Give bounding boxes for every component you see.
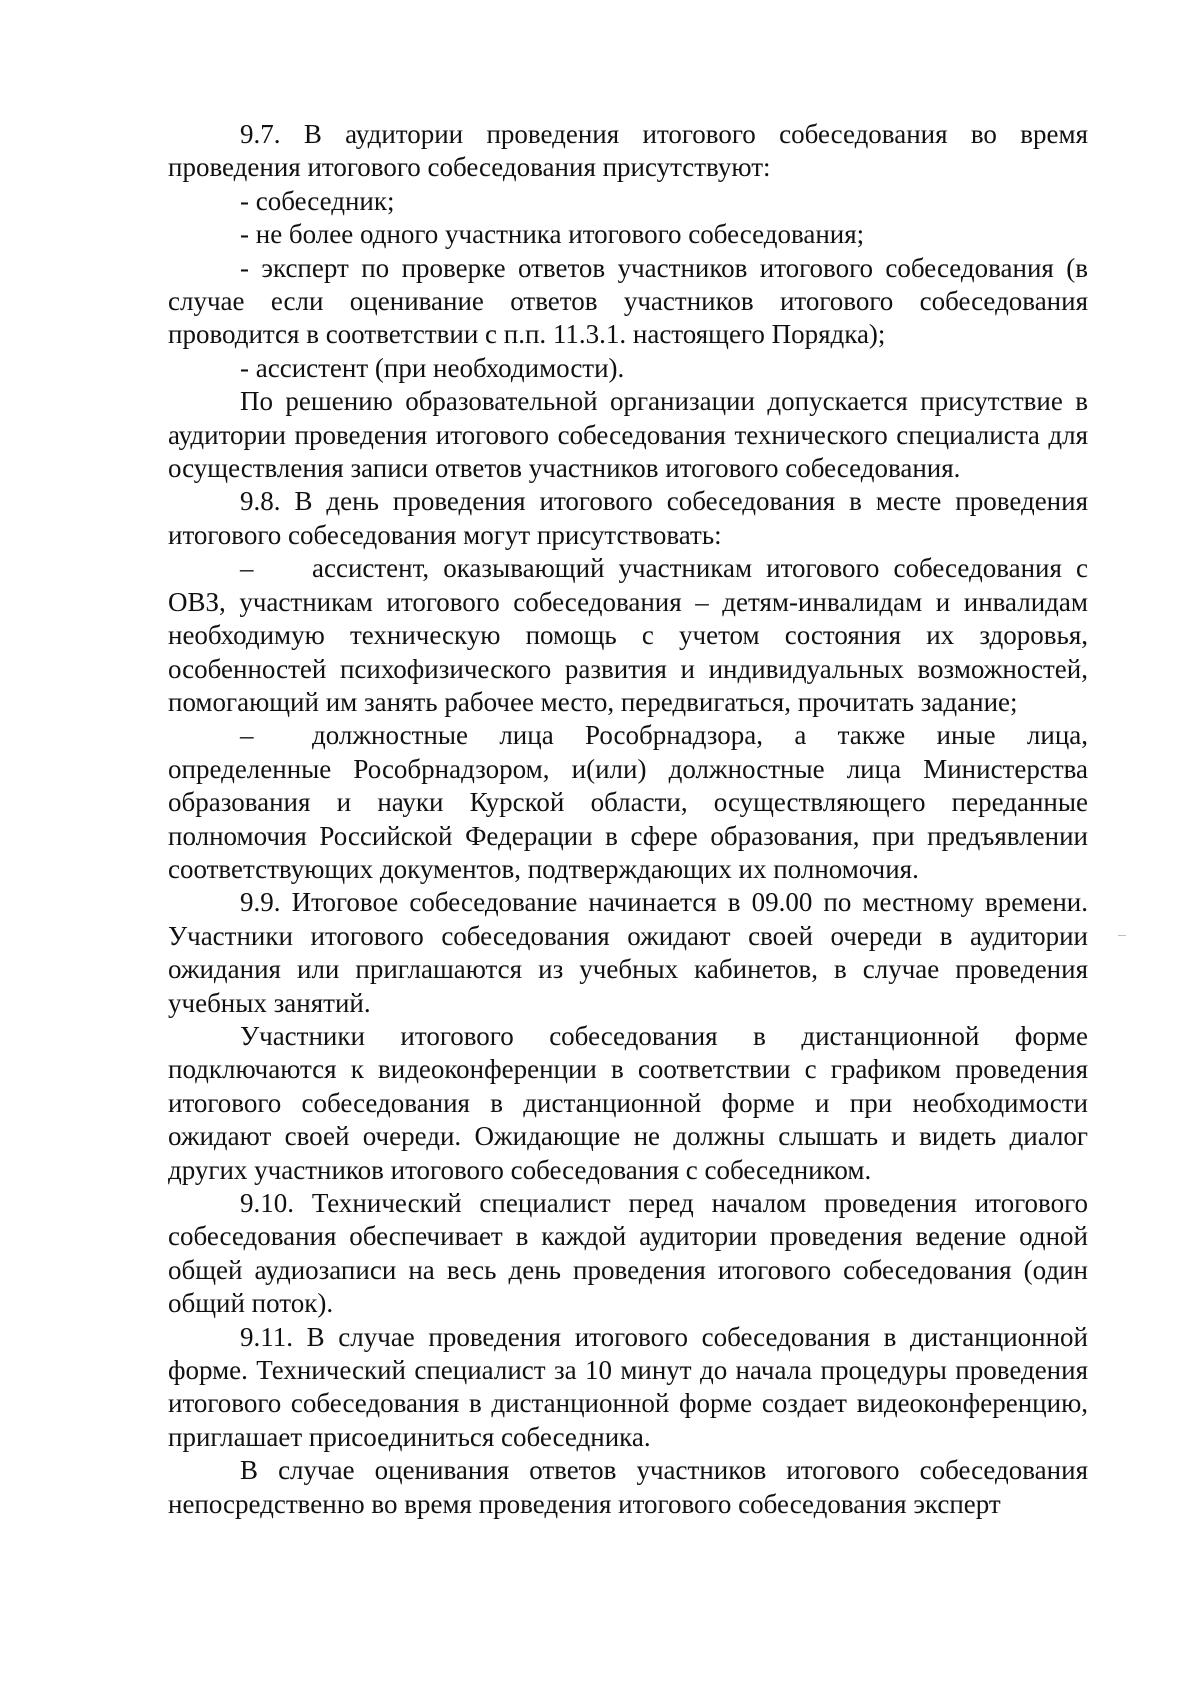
paragraph-expert-evaluation: В случае оценивания ответов участников итогового собеседования непосредственно во время проведения итогового собеседования эксперт — [168, 1455, 1088, 1519]
list-item-one-participant: - не более одного участника итогового собеседования; — [240, 219, 865, 250]
paragraph-9-11: 9.11. В случае проведения итогового собеседования в дистанционной форме. Технический специалист за 10 минут до начала процедуры проведения итогового собеседования в дистанционной форме создает видеоконференцию, приглашает присоединиться собеседника. — [168, 1321, 1088, 1452]
paragraph-remote-participants: Участники итогового собеседования в дистанционной форме подключаются к видеоконференции в соответствии с графиком проведения итогового собеседования в дистанционной форме и при необходимости ожидают своей очереди. Ожидающие не должны слышать и видеть диалог других участников итогового собеседования с собеседником. — [168, 1020, 1088, 1185]
dash-item-officials — [168, 719, 1088, 886]
dash-item-text: ассистент, оказывающий участникам итогового собеседования с ОВЗ, участникам итогового собеседования – детям-инвалидам и инвалидам необходимую техническую помощь с учетом состояния их здоровья, особенностей психофизического развития и индивидуальных возможностей, помогающий им занять рабочее место, передвигаться, прочитать задание; — [168, 553, 1088, 717]
paragraph-9-7: 9.7. В аудитории проведения итогового собеседования во время проведения итогового собеседования присутствуют: — [168, 119, 1088, 183]
document-body — [168, 118, 1088, 1521]
list-item-assistant: - ассистент (при необходимости). — [240, 352, 625, 383]
paragraph-9-8: 9.8. В день проведения итогового собеседования в месте проведения итогового собеседования могут присутствовать: — [168, 486, 1088, 550]
dash-marker: – — [240, 720, 254, 751]
list-item-interlocutor: - собеседник; — [240, 185, 395, 216]
paragraph-9-9: 9.9. Итоговое собеседование начинается в 09.00 по местному времени. Участники итогового собеседования ожидают своей очереди в аудитории ожидания или приглашаются из учебных кабинетов, в случае проведения учебных занятий. — [168, 887, 1088, 1018]
dash-marker: – — [240, 553, 254, 584]
dash-item-assistant — [168, 552, 1088, 719]
list-item-expert: - эксперт по проверке ответов участников итогового собеседования (в случае если оценивание ответов участников итогового собеседования проводится в соответствии с п.п. 11.3.1. настоящего Порядка); — [168, 252, 1088, 350]
scan-artifact-mark — [1118, 935, 1126, 936]
paragraph-technical-specialist-presence: По решению образовательной организации допускается присутствие в аудитории проведения итогового собеседования технического специалиста для осуществления записи ответов участников итогового собеседования. — [168, 386, 1088, 484]
paragraph-9-10: 9.10. Технический специалист перед началом проведения итогового собеседования обеспечивает в каждой аудитории проведения ведение одной общей аудиозаписи на весь день проведения итогового собеседования (один общий поток). — [168, 1188, 1088, 1319]
dash-item-text: должностные лица Рособрнадзора, а также иные лица, определенные Рособрнадзором, и(или) должностные лица Министерства образования и науки Курской области, осуществляющего переданные полномочия Российской Федерации в сфере образования, при предъявлении соответствующих документов, подтверждающих их полномочия. — [168, 720, 1088, 884]
